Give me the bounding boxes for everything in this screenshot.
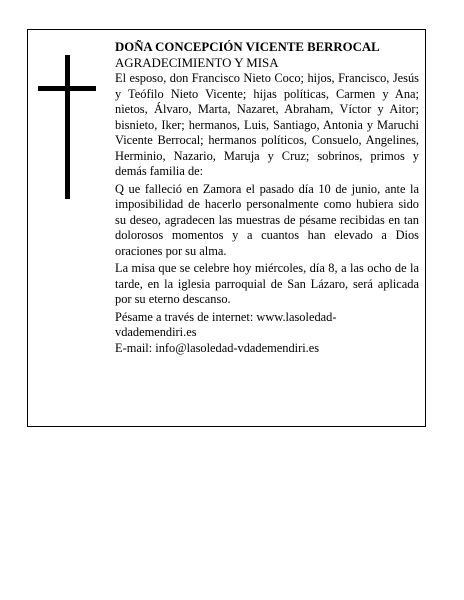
email-line: E-mail: info@lasoledad-vdademendiri.es	[115, 340, 320, 355]
condolences-url-continuation: vdademendiri.es	[115, 325, 197, 339]
condolences-line: Pésame a través de internet: www.lasoledad-	[115, 309, 337, 324]
notice-subtitle: AGRADECIMIENTO Y MISA	[115, 55, 279, 70]
notice-text	[115, 40, 419, 356]
cross-icon	[38, 55, 96, 199]
obituary-notice	[27, 29, 426, 427]
family-paragraph: El esposo, don Francisco Nieto Coco; hijos, Francisco, Jesús y Teófilo Nieto Vicente; hijas políticas, Carmen y Ana; nietos, Álvaro, Marta, Nazaret, Abraham, Víctor y Aitor; bisnieto, Iker; hermanos, Luis, Santiago, Antonia y Maruchi Vicente Berrocal; hermanos políticos, Consuelo, Angelines, Herminio, Nazario, Maruja y Cruz; sobrinos, primos y demás familia de:	[115, 71, 419, 178]
gratitude-paragraph: Q ue falleció en Zamora el pasado día 10 de junio, ante la imposibilidad de hacerlo personalmente como hubiera sido su deseo, agradecen las muestras de pésame recibidas en tan dolorosos momentos y a cuantos han elevado a Dios oraciones por su alma.	[115, 181, 419, 258]
mass-paragraph: La misa que se celebre hoy miércoles, día 8, a las ocho de la tarde, en la iglesia parroquial de San Lázaro, será aplicada por su eterno descanso.	[115, 261, 419, 306]
deceased-name: DOÑA CONCEPCIÓN VICENTE BERROCAL	[115, 40, 380, 54]
